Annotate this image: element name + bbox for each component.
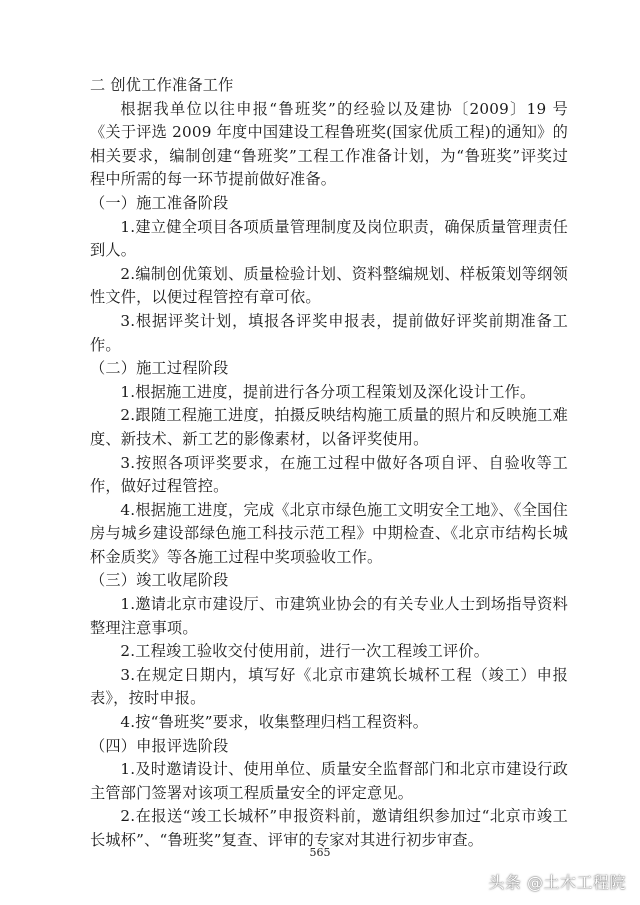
watermark: 头条 @土木工程院 (488, 873, 626, 892)
list-item: 4.根据施工进度，完成《北京市绿色施工文明安全工地》、《全国住房与城乡建设部绿色施工科技示范工程》中期检查、《北京市结构长城杯金质奖》等各施工过程中奖项验收工作。 (90, 500, 568, 566)
list-item: 1.建立健全项目各项质量管理制度及岗位职责，确保质量管理责任到人。 (90, 217, 568, 260)
list-item: 3.根据评奖计划，填报各评奖申报表，提前做好评奖前期准备工作。 (90, 311, 568, 354)
stage-title-completion: （三）竣工收尾阶段 (90, 571, 229, 590)
list-item: 2.在报送“竣工长城杯”申报资料前，邀请组织参加过“北京市竣工长城杯”、“鲁班奖”复查、评审的专家对其进行初步审查。 (90, 807, 568, 849)
list-item: 2.工程竣工验收交付使用前，进行一次工程竣工评价。 (120, 642, 490, 661)
list-item: 1.及时邀请设计、使用单位、质量安全监督部门和北京市建设行政主管部门签署对该项工程质量安全的评定意见。 (90, 760, 568, 802)
stage-title-construction: （二）施工过程阶段 (90, 359, 229, 378)
stage-title-application: （四）申报评选阶段 (90, 736, 229, 755)
list-item: 3.在规定日期内，填写好《北京市建筑长城杯工程（竣工）申报表》，按时申报。 (90, 665, 568, 708)
list-item: 3.按照各项评奖要求，在施工过程中做好各项自评、自验收等工作，做好过程管控。 (90, 453, 568, 496)
page-number: 565 (309, 846, 331, 859)
list-item: 2.跟随工程施工进度，拍摄反映结构施工质量的照片和反映施工难度、新技术、新工艺的影像素材，以备评奖使用。 (90, 406, 568, 448)
list-item: 1.邀请北京市建设厅、市建筑业协会的有关专业人士到场指导资料整理注意事项。 (90, 595, 568, 637)
document-body (90, 74, 568, 853)
intro-paragraph: 根据我单位以往申报“鲁班奖”的经验以及建协〔2009〕19 号《关于评选 2009 年度中国建设工程鲁班奖(国家优质工程)的通知》的相关要求，编制创建“鲁班奖”工程工作准备计划，为“鲁班奖”评奖过程中所需的每一环节提前做好准备。 (90, 99, 568, 189)
section-title: 二 创优工作准备工作 (90, 76, 234, 94)
list-item: 1.根据施工进度，提前进行各分项工程策划及深化设计工作。 (120, 382, 536, 401)
stage-title-preparation: （一）施工准备阶段 (90, 193, 229, 212)
list-item: 4.按“鲁班奖”要求，收集整理归档工程资料。 (120, 713, 429, 732)
list-item: 2.编制创优策划、质量检验计划、资料整编规划、样板策划等纲领性文件，以便过程管控有章可依。 (90, 264, 568, 307)
